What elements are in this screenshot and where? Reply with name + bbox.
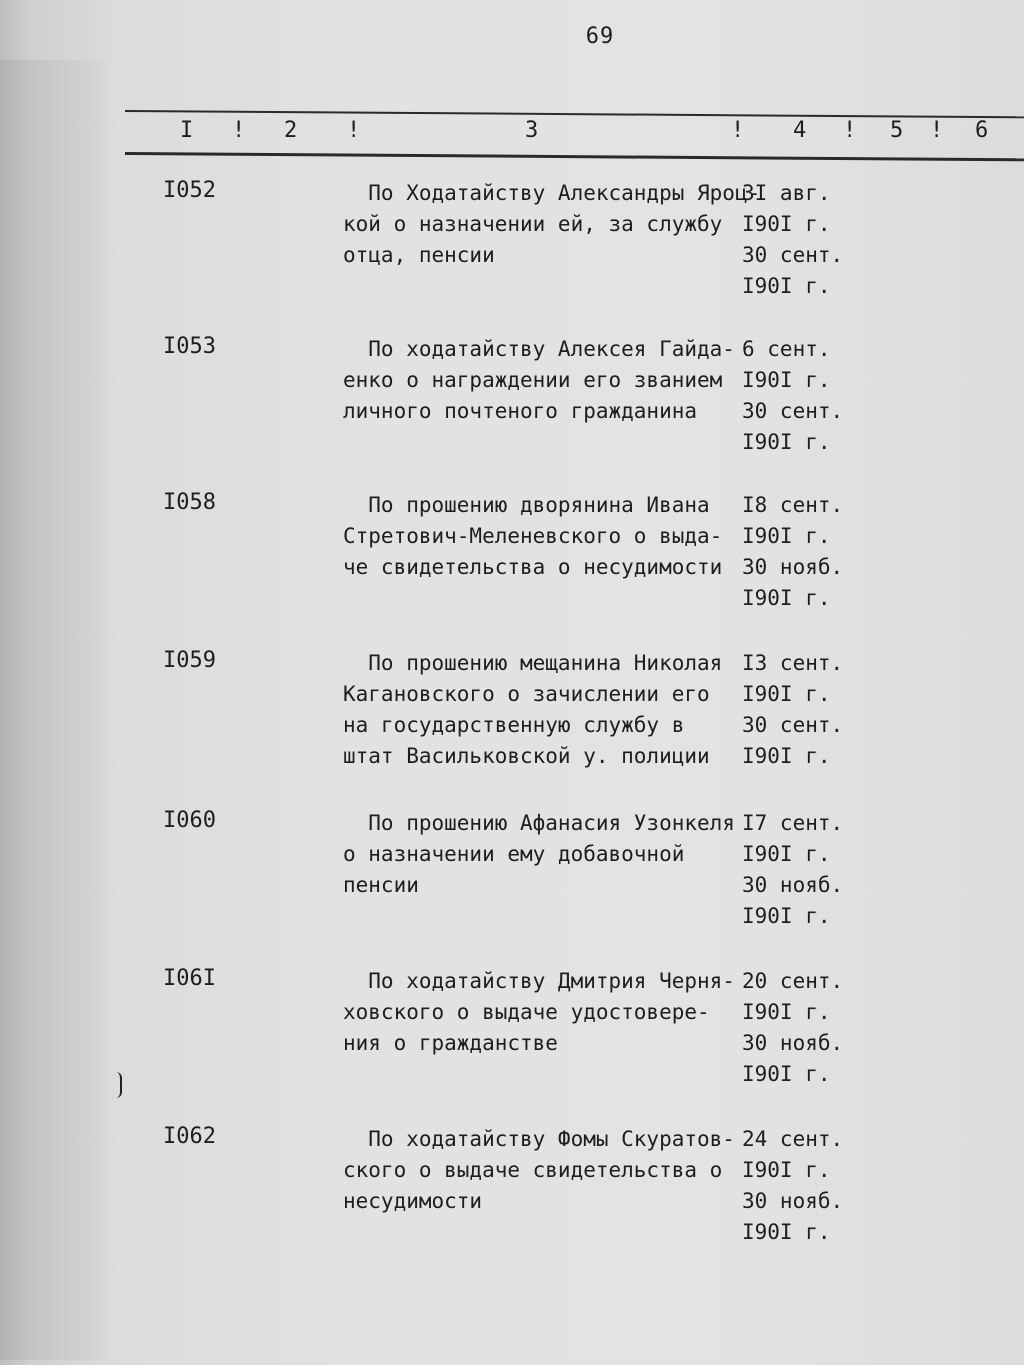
date-line: I90I г. [742, 274, 831, 298]
date-line: I90I г. [742, 586, 831, 610]
column-header-5: 5 [890, 118, 904, 143]
record-number: I060 [163, 808, 216, 833]
record-number: I059 [163, 648, 216, 673]
header-rule-bottom [125, 152, 1024, 161]
date-line: I90I г. [742, 904, 831, 928]
date-line: I90I г. [742, 1220, 831, 1244]
column-separator: ! [930, 118, 944, 143]
date-line: I90I г. [742, 744, 831, 768]
record-number: I06I [163, 966, 216, 991]
date-line: 24 сент. [742, 1127, 844, 1151]
description-line: ния о гражданстве [343, 1031, 558, 1055]
description-line: По ходатайству Фомы Скуратов- [343, 1127, 735, 1151]
date-line: 6 сент. [742, 337, 831, 361]
description-line: штат Васильковской у. полиции [343, 744, 710, 768]
column-header-3: 3 [525, 118, 539, 143]
date-line: 30 сент. [742, 713, 844, 737]
margin-bracket-mark [116, 1072, 122, 1098]
description-line: По прошению мещанина Николая [343, 651, 723, 675]
date-line: I90I г. [742, 430, 831, 454]
date-line: I90I г. [742, 1000, 831, 1024]
record-number: I053 [163, 334, 216, 359]
description-line: Кагановского о зачислении его [343, 682, 710, 706]
date-line: 30 нояб. [742, 873, 844, 897]
description-line: По прошению дворянина Ивана [343, 493, 710, 517]
description-line: на государственную службу в [343, 713, 685, 737]
record-dates [742, 966, 852, 1090]
description-line: че свидетельства о несудимости [343, 555, 723, 579]
column-header-4: 4 [793, 118, 807, 143]
record-dates [742, 808, 852, 932]
description-line: отца, пенсии [343, 243, 495, 267]
date-line: I90I г. [742, 682, 831, 706]
column-separator: ! [347, 118, 361, 143]
description-line: кой о назначении ей, за службу [343, 212, 723, 236]
date-line: I90I г. [742, 368, 831, 392]
record-description [343, 808, 743, 901]
date-line: I7 сент. [742, 811, 844, 835]
description-line: ского о выдаче свидетельства о [343, 1158, 723, 1182]
date-line: 30 сент. [742, 399, 844, 423]
date-line: 30 сент. [742, 243, 844, 267]
record-dates [742, 490, 852, 614]
column-separator: ! [731, 118, 745, 143]
date-line: 20 сент. [742, 969, 844, 993]
description-line: пенсии [343, 873, 419, 897]
record-number: I052 [163, 178, 216, 203]
column-header-6: 6 [975, 118, 989, 143]
record-description [343, 334, 743, 427]
date-line: 30 нояб. [742, 555, 844, 579]
description-line: Стретович-Меленевского о выда- [343, 524, 723, 548]
date-line: I90I г. [742, 212, 831, 236]
record-description [343, 490, 743, 583]
record-description [343, 966, 743, 1059]
description-line: По Ходатайству Александры Яроц- [343, 181, 761, 205]
date-line: I90I г. [742, 842, 831, 866]
record-dates [742, 1124, 852, 1248]
description-line: о назначении ему добавочной [343, 842, 685, 866]
description-line: По ходатайству Дмитрия Черня- [343, 969, 735, 993]
column-header-2: 2 [284, 118, 298, 143]
date-line: I90I г. [742, 1062, 831, 1086]
page-number: 69 [585, 24, 615, 49]
record-description [343, 178, 761, 271]
record-dates [742, 648, 852, 772]
record-dates [742, 178, 852, 302]
description-line: личного почтеного гражданина [343, 399, 698, 423]
record-number: I058 [163, 490, 216, 515]
description-line: ховского о выдаче удостовере- [343, 1000, 710, 1024]
date-line: I8 сент. [742, 493, 844, 517]
date-line: I3 сент. [742, 651, 844, 675]
column-separator: ! [843, 118, 857, 143]
record-description [343, 1124, 743, 1217]
date-line: I90I г. [742, 1158, 831, 1182]
description-line: По ходатайству Алексея Гайда- [343, 337, 735, 361]
date-line: 30 нояб. [742, 1031, 844, 1055]
description-line: енко о награждении его званием [343, 368, 723, 392]
date-line: 3I авг. [742, 181, 831, 205]
description-line: По прошению Афанасия Узонкеля [343, 811, 735, 835]
column-header-1: I [180, 118, 194, 143]
bleed-through-shadow [0, 60, 115, 1360]
date-line: I90I г. [742, 524, 831, 548]
record-description [343, 648, 743, 772]
record-dates [742, 334, 852, 458]
description-line: несудимости [343, 1189, 483, 1213]
column-separator: ! [232, 118, 246, 143]
date-line: 30 нояб. [742, 1189, 844, 1213]
record-number: I062 [163, 1124, 216, 1149]
